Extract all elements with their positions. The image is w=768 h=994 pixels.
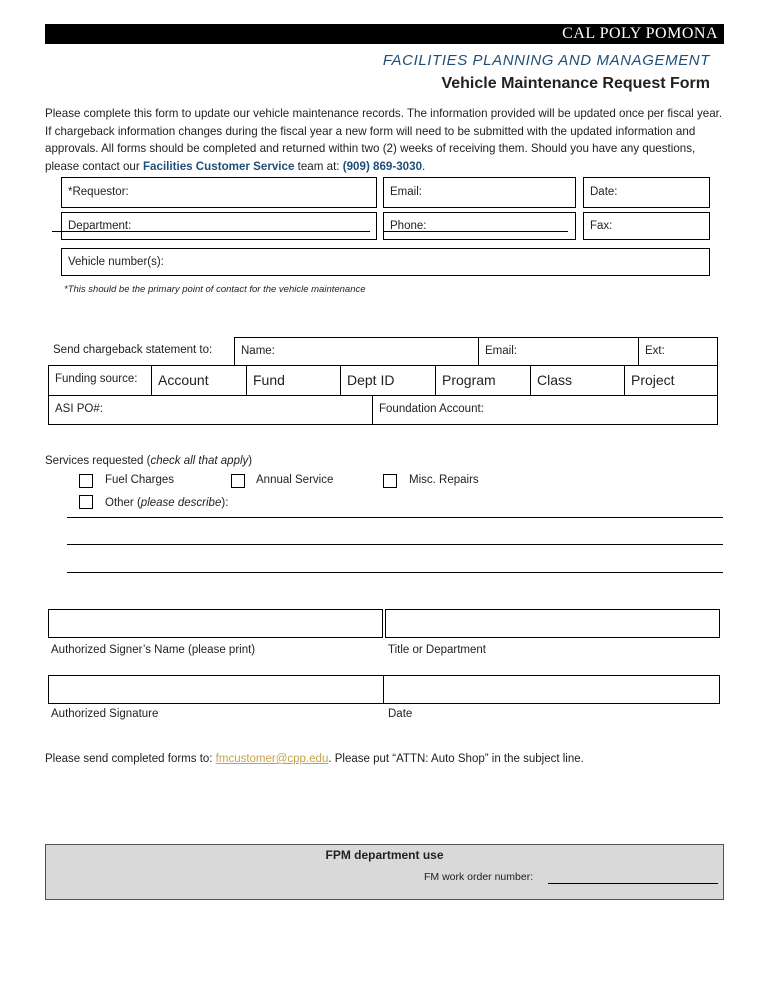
department-underline xyxy=(52,231,370,232)
submission-email-link[interactable]: fmcustomer@cpp.edu xyxy=(215,753,329,765)
date-label: Date: xyxy=(590,186,618,198)
other-label-hint: please describe xyxy=(140,497,222,509)
email-label: Email: xyxy=(390,186,422,198)
department-title: FACILITIES PLANNING AND MANAGEMENT xyxy=(382,52,710,69)
chargeback-email-label: Email: xyxy=(485,345,517,357)
chargeback-ext-label: Ext: xyxy=(645,345,665,357)
describe-line-2[interactable] xyxy=(67,544,723,545)
customer-service-name: Facilities Customer Service xyxy=(142,159,295,173)
phone-label: Phone: xyxy=(390,220,427,232)
chargeback-ext-field[interactable] xyxy=(638,337,718,366)
funding-project-label: Project xyxy=(631,372,675,388)
intro-text-middle: team at: xyxy=(294,159,343,173)
other-label xyxy=(105,497,228,509)
funding-dept-id-field[interactable] xyxy=(340,365,436,396)
customer-service-phone: (909) 869-3030 xyxy=(342,159,423,173)
vehicle-number-label: Vehicle number(s): xyxy=(68,256,164,268)
asi-po-label: ASI PO#: xyxy=(55,403,103,415)
funding-class-field[interactable] xyxy=(530,365,625,396)
describe-line-3[interactable] xyxy=(67,572,723,573)
intro-text: Please complete this form to update our vehicle maintenance records. The information provided will be updated once per fiscal year. If chargeback information changes during the fiscal year a new form will need to be submitted with the updated information and approvals. All forms should be completed and returned within two (2) weeks of receiving them. Should you have any questions, please contact our xyxy=(45,107,723,173)
email-field[interactable] xyxy=(383,177,576,208)
signature-date-field[interactable] xyxy=(383,675,720,704)
vehicle-number-field[interactable] xyxy=(61,248,710,276)
authorized-signature-field[interactable] xyxy=(48,675,384,704)
misc-repairs-checkbox[interactable] xyxy=(383,474,397,488)
send-chargeback-label: Send chargeback statement to: xyxy=(53,344,213,356)
signature-date-label: Date xyxy=(388,708,413,720)
fax-label: Fax: xyxy=(590,220,613,232)
department-field[interactable] xyxy=(61,212,377,240)
send-instructions-end: . Please put “ATTN: Auto Shop” in the subject line. xyxy=(328,753,584,765)
describe-line-1[interactable] xyxy=(67,517,723,518)
asi-po-field[interactable] xyxy=(48,395,373,425)
fpm-department-use-box xyxy=(45,844,724,900)
annual-service-label: Annual Service xyxy=(256,474,334,486)
annual-service-checkbox[interactable] xyxy=(231,474,245,488)
fuel-charges-checkbox[interactable] xyxy=(79,474,93,488)
chargeback-name-field[interactable] xyxy=(234,337,479,366)
funding-program-label: Program xyxy=(442,372,496,388)
form-title: Vehicle Maintenance Request Form xyxy=(441,75,710,92)
date-field[interactable] xyxy=(583,177,710,208)
send-instructions xyxy=(45,753,584,765)
funding-account-field[interactable] xyxy=(151,365,247,396)
funding-class-label: Class xyxy=(537,372,573,388)
services-heading-hint: check all that apply xyxy=(150,455,249,467)
funding-fund-field[interactable] xyxy=(246,365,341,396)
foundation-account-label: Foundation Account: xyxy=(379,403,484,415)
phone-underline xyxy=(383,231,568,232)
funding-project-field[interactable] xyxy=(624,365,718,396)
funding-fund-label: Fund xyxy=(253,372,285,388)
misc-repairs-label: Misc. Repairs xyxy=(409,474,479,486)
fuel-charges-label: Fuel Charges xyxy=(105,474,175,486)
services-heading-close: ) xyxy=(248,455,253,467)
requestor-note: *This should be the primary point of contact for the vehicle maintenance xyxy=(64,284,366,295)
phone-field[interactable] xyxy=(383,212,576,240)
requestor-label: *Requestor: xyxy=(68,186,129,198)
title-department-label: Title or Department xyxy=(388,644,486,656)
funding-account-label: Account xyxy=(158,372,209,388)
work-order-field[interactable] xyxy=(548,883,718,884)
funding-source-label: Funding source: xyxy=(55,373,138,385)
intro-paragraph xyxy=(45,105,725,175)
chargeback-email-field[interactable] xyxy=(478,337,639,366)
title-department-field[interactable] xyxy=(385,609,720,638)
services-heading xyxy=(45,455,252,467)
authorized-signature-label: Authorized Signature xyxy=(51,708,159,720)
foundation-account-field[interactable] xyxy=(372,395,718,425)
signer-name-field[interactable] xyxy=(48,609,383,638)
other-label-text: Other ( xyxy=(105,497,141,509)
funding-dept-id-label: Dept ID xyxy=(347,372,395,388)
header-bar xyxy=(45,24,724,44)
intro-text-end: . xyxy=(422,159,426,173)
other-label-close: ): xyxy=(221,497,229,509)
fpm-use-title: FPM department use xyxy=(325,848,444,862)
other-checkbox[interactable] xyxy=(79,495,93,509)
brand-name: CAL POLY POMONA xyxy=(562,25,718,42)
funding-program-field[interactable] xyxy=(435,365,531,396)
services-heading-text: Services requested ( xyxy=(45,455,151,467)
requestor-field[interactable] xyxy=(61,177,377,208)
funding-source-cell xyxy=(48,365,152,396)
send-instructions-text: Please send completed forms to: xyxy=(45,753,216,765)
fax-field[interactable] xyxy=(583,212,710,240)
signer-name-label: Authorized Signer’s Name (please print) xyxy=(51,644,256,656)
work-order-label: FM work order number: xyxy=(424,871,534,883)
department-label: Department: xyxy=(68,220,132,232)
chargeback-name-label: Name: xyxy=(241,345,275,357)
